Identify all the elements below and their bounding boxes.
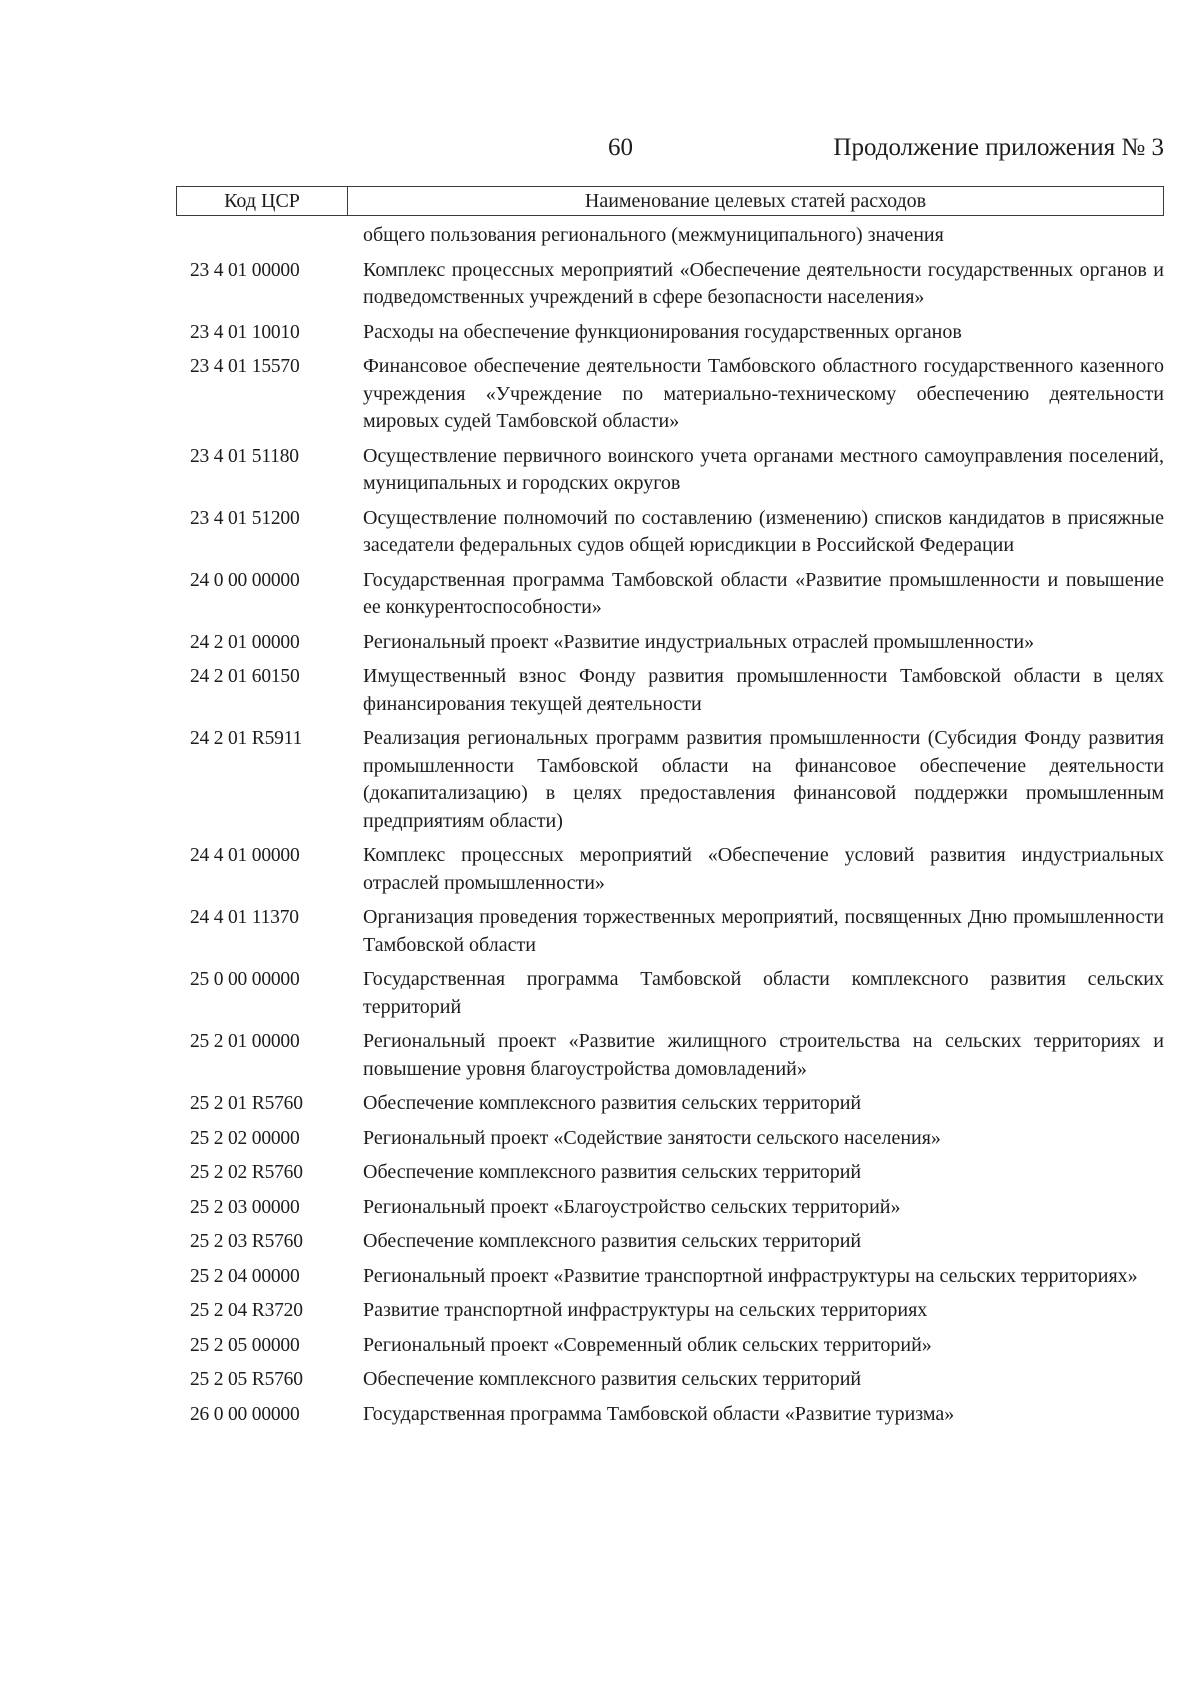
table-row (190, 1228, 1164, 1256)
expense-description: Имущественный взнос Фонду развития промышленности Тамбовской области в целях финансирования текущей деятельности (363, 665, 1164, 715)
table-row (190, 1332, 1164, 1360)
expense-description: Комплекс процессных мероприятий «Обеспечение условий развития индустриальных отраслей промышленности» (363, 844, 1164, 894)
column-header-name: Наименование целевых статей расходов (348, 186, 1164, 216)
expense-description: Обеспечение комплексного развития сельских территорий (363, 1230, 862, 1252)
expense-code: 23 4 01 10010 (190, 321, 300, 343)
expense-description: Обеспечение комплексного развития сельских территорий (363, 1368, 862, 1390)
expense-description: Региональный проект «Развитие транспортной инфраструктуры на сельских территориях» (363, 1264, 1138, 1287)
expense-code: 25 2 04 R3720 (190, 1300, 303, 1321)
table-row (190, 842, 1164, 897)
expense-code: 24 4 01 11370 (190, 907, 299, 928)
expense-description: Комплекс процессных мероприятий «Обеспечение деятельности государственных органов и подведомственных учреждений в сфере безопасности населения» (363, 258, 1164, 308)
table-row (190, 1366, 1164, 1394)
table-row (190, 725, 1164, 835)
expense-code: 25 2 02 00000 (190, 1127, 300, 1149)
table-row (190, 1028, 1164, 1083)
table-row (190, 443, 1164, 498)
table-row (190, 1401, 1164, 1429)
table-body (190, 257, 1164, 1429)
expense-code: 25 2 01 R5760 (190, 1093, 303, 1114)
expense-code: 25 2 05 R5760 (190, 1369, 303, 1390)
expense-description: Расходы на обеспечение функционирования государственных органов (363, 320, 962, 343)
expense-description: Реализация региональных программ развития промышленности (Субсидия Фонду развития промышленности Тамбовской области на финансовое обеспечение деятельности (докапитализацию) в целях предоставления финансовой поддержки промышленным предприятиям области) (363, 727, 1164, 832)
expense-description: Обеспечение комплексного развития сельских территорий (363, 1092, 862, 1114)
expense-description: Региональный проект «Развитие индустриальных отраслей промышленности» (363, 630, 1035, 653)
expense-description: Государственная программа Тамбовской области «Развитие туризма» (363, 1402, 955, 1425)
expense-code: 24 2 01 60150 (190, 666, 300, 687)
table-row (190, 567, 1164, 622)
table-header (176, 186, 1164, 218)
expense-items-table (190, 222, 1164, 1435)
expense-code: 26 0 00 00000 (190, 1403, 300, 1425)
continued-description: общего пользования регионального (межмуниципального) значения (363, 224, 944, 246)
expense-description: Осуществление полномочий по составлению (изменению) списков кандидатов в присяжные заседатели федеральных судов общей юрисдикции в Российской Федерации (363, 506, 1164, 556)
expense-code: 25 2 02 R5760 (190, 1162, 303, 1183)
expense-description: Государственная программа Тамбовской области «Развитие промышленности и повышение ее конкурентоспособности» (363, 568, 1164, 618)
expense-code: 24 2 01 00000 (190, 631, 300, 653)
expense-description: Обеспечение комплексного развития сельских территорий (363, 1161, 862, 1183)
expense-description: Государственная программа Тамбовской области комплексного развития сельских территорий (363, 968, 1164, 1018)
table-row (190, 904, 1164, 959)
expense-code: 23 4 01 00000 (190, 259, 300, 281)
table-row (190, 966, 1164, 1021)
expense-description: Организация проведения торжественных мероприятий, посвященных Дню промышленности Тамбовской области (363, 906, 1164, 956)
expense-code: 24 0 00 00000 (190, 569, 300, 591)
table-row (190, 629, 1164, 657)
expense-description: Финансовое обеспечение деятельности Тамбовского областного государственного казенного учреждения «Учреждение по материально-техническому обеспечению деятельности мировых судей Тамбовской области» (363, 355, 1164, 432)
table-row (190, 319, 1164, 347)
expense-description: Региональный проект «Современный облик сельских территорий» (363, 1333, 932, 1356)
appendix-continuation-title: Продолжение приложения № 3 (833, 134, 1164, 161)
expense-code: 25 0 00 00000 (190, 969, 300, 990)
table-row (190, 1297, 1164, 1325)
expense-code: 25 2 01 00000 (190, 1031, 300, 1052)
table-row (190, 257, 1164, 312)
expense-code: 24 4 01 00000 (190, 845, 300, 866)
table-row (190, 505, 1164, 560)
table-row (190, 353, 1164, 436)
expense-code: 25 2 03 R5760 (190, 1231, 303, 1252)
expense-description: Региональный проект «Содействие занятости сельского населения» (363, 1126, 941, 1149)
expense-code: 24 2 01 R5911 (190, 728, 303, 749)
table-row (190, 1125, 1164, 1153)
table-row (190, 1194, 1164, 1222)
expense-description: Развитие транспортной инфраструктуры на сельских территориях (363, 1299, 928, 1321)
table-row (190, 1263, 1164, 1291)
expense-code: 25 2 03 00000 (190, 1196, 300, 1218)
page-number: 60 (608, 134, 633, 161)
column-header-code: Код ЦСР (176, 186, 348, 216)
expense-code: 23 4 01 51180 (190, 445, 299, 467)
expense-code: 25 2 05 00000 (190, 1334, 300, 1356)
expense-code: 23 4 01 15570 (190, 356, 300, 377)
expense-code: 25 2 04 00000 (190, 1265, 300, 1287)
table-row (190, 1159, 1164, 1187)
table-row (190, 663, 1164, 718)
expense-description: Региональный проект «Благоустройство сельских территорий» (363, 1195, 901, 1218)
expense-description: Региональный проект «Развитие жилищного строительства на сельских территориях и повышение уровня благоустройства домовладений» (363, 1030, 1164, 1080)
expense-description: Осуществление первичного воинского учета органами местного самоуправления поселений, муниципальных и городских округов (363, 444, 1164, 494)
expense-code: 23 4 01 51200 (190, 507, 300, 529)
table-row (190, 1090, 1164, 1118)
